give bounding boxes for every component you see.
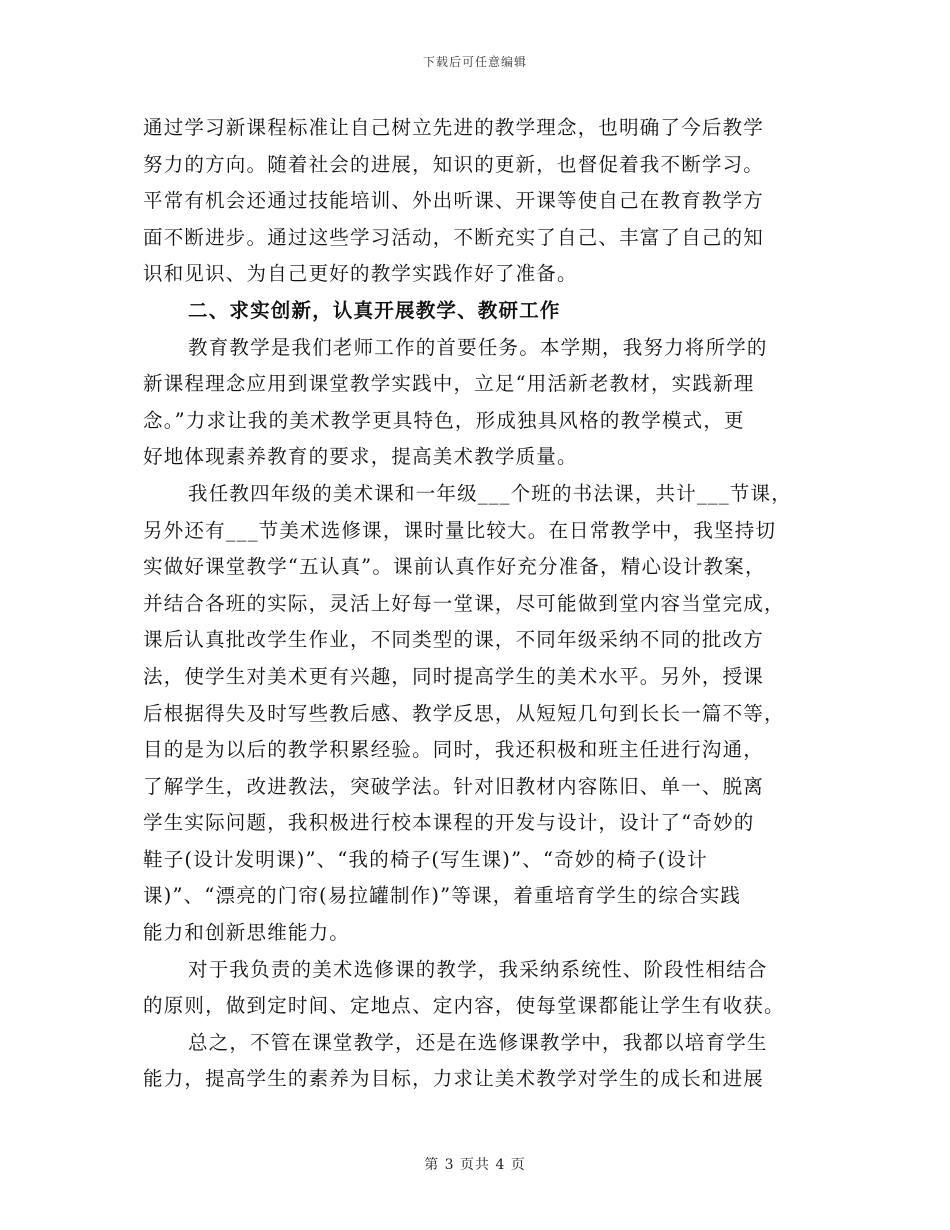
paragraph-line: 实做好课堂教学“五认真”。课前认真作好充分准备，精心设计教案， xyxy=(143,555,766,579)
paragraph-line: 识和见识、为自己更好的教学实践作好了准备。 xyxy=(143,262,578,286)
paragraph-line: 总之，不管在课堂教学，还是在选修课教学中，我都以培育学生 xyxy=(188,1030,768,1054)
paragraph-line: 法，使学生对美术更有兴趣，同时提高学生的美术水平。另外，授课 xyxy=(143,664,765,688)
paragraph-line: 教育教学是我们老师工作的首要任务。本学期，我努力将所学的 xyxy=(188,335,768,359)
paragraph-line: 平常有机会还通过技能培训、外出听课、开课等使自己在教育教学方 xyxy=(143,189,765,213)
paragraph-line: 学生实际问题，我积极进行校本课程的开发与设计，设计了“奇妙的 xyxy=(143,811,755,835)
page-header: 下载后可任意编辑 xyxy=(422,55,527,69)
paragraph-line: 后根据得失及时写些教后感、教学反思，从短短几句到长长一篇不等， xyxy=(143,701,785,725)
paragraph-line: 并结合各班的实际，灵活上好每一堂课，尽可能做到堂内容当堂完成， xyxy=(143,591,785,615)
paragraph-line: 目的是为以后的教学积累经验。同时，我还积极和班主任进行沟通， xyxy=(143,738,765,762)
paragraph-line: 能力，提高学生的素养为目标，力求让美术教学对学生的成长和进展 xyxy=(143,1067,765,1091)
paragraph-line: 了解学生，改进教法，突破学法。针对旧教材内容陈旧、单一、脱离 xyxy=(143,774,765,798)
paragraph-line: 鞋子(设计发明课)”、“我的椅子(写生课)”、“奇妙的椅子(设计 xyxy=(143,847,708,871)
paragraph-line: 的原则，做到定时间、定地点、定内容，使每堂课都能让学生有收获。 xyxy=(143,994,785,1018)
page-number: 第 3 页共 4 页 xyxy=(424,1157,526,1173)
paragraph-line: 通过学习新课程标准让自己树立先进的教学理念，也明确了今后教学 xyxy=(143,116,765,139)
paragraph-line: 课后认真批改学生作业，不同类型的课，不同年级采纳不同的批改方 xyxy=(143,628,765,652)
paragraph-line: 面不断进步。通过这些学习活动，不断充实了自己、丰富了自己的知 xyxy=(143,225,765,249)
section-heading: 二、求实创新，认真开展教学、教研工作 xyxy=(188,298,561,322)
paragraph-line: 努力的方向。随着社会的进展，知识的更新，也督促着我不断学习。 xyxy=(143,152,765,176)
paragraph-line: 我任教四年级的美术课和一年级___个班的书法课，共计___节课， xyxy=(188,481,792,505)
paragraph-line: 好地体现素养教育的要求，提高美术教学质量。 xyxy=(143,445,578,469)
document-body xyxy=(143,110,808,1098)
paragraph-line: 课)”、“漂亮的门帘(易拉罐制作)”等课，着重培育学生的综合实践 xyxy=(143,884,742,908)
paragraph-line: 能力和创新思维能力。 xyxy=(143,921,351,945)
paragraph-line: 另外还有___节美术选修课，课时量比较大。在日常教学中，我坚持切 xyxy=(143,518,777,542)
paragraph-line: 新课程理念应用到课堂教学实践中，立足“用活新老教材，实践新理 xyxy=(143,372,755,396)
paragraph-line: 念。”力求让我的美术教学更具特色，形成独具风格的教学模式，更 xyxy=(143,408,745,432)
paragraph-line: 对于我负责的美术选修课的教学，我采纳系统性、阶段性相结合 xyxy=(188,957,768,981)
